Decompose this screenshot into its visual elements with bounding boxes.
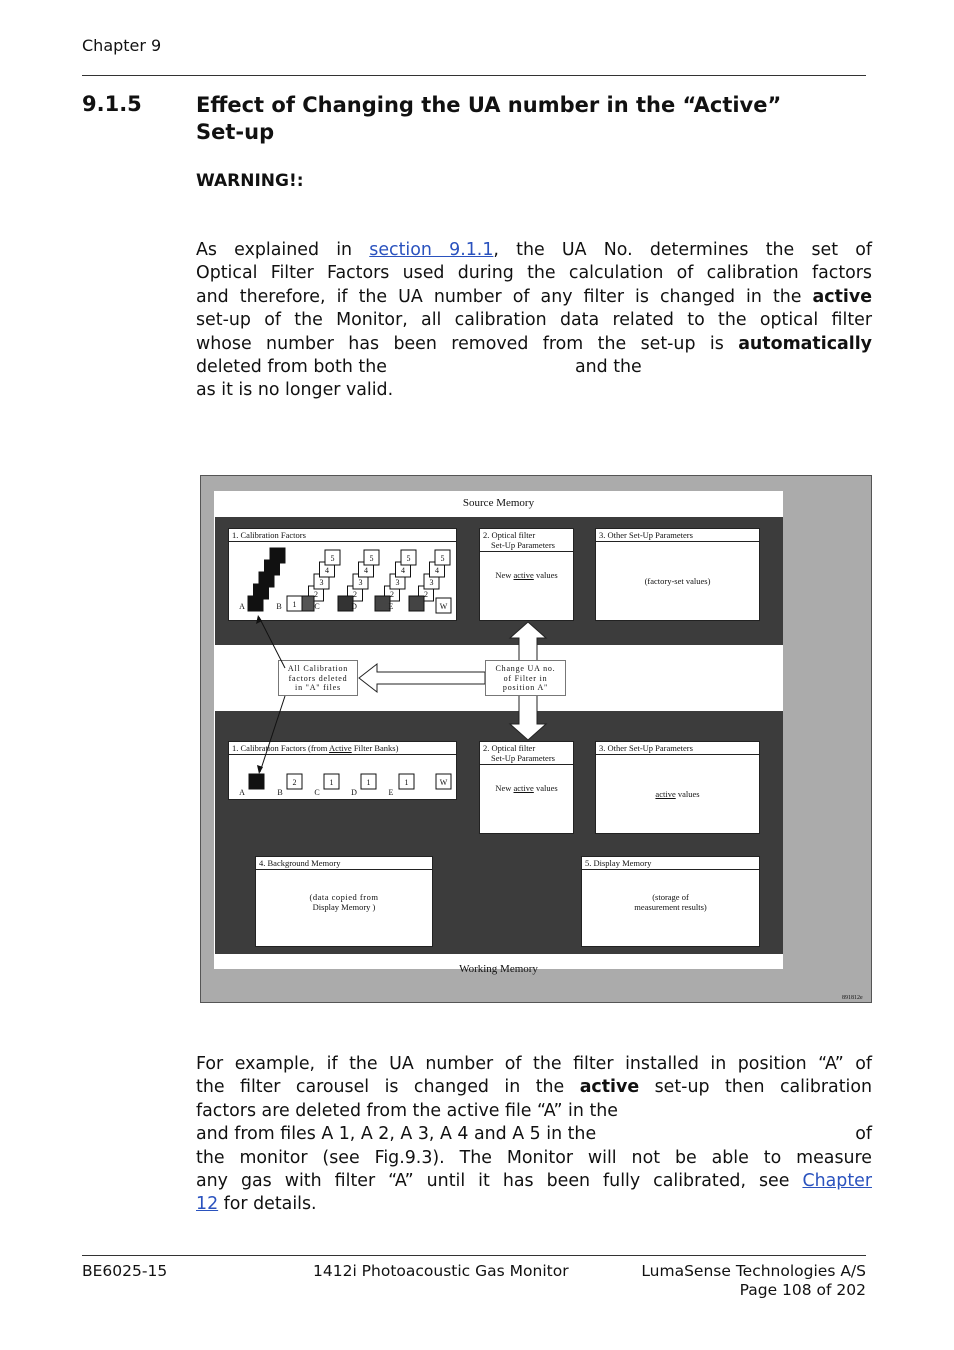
bank-letter: D [351, 602, 357, 611]
src-optical-title-2: Set-Up Parameters [491, 540, 555, 550]
bank-letter: B [276, 602, 282, 611]
wk-bank-letter: A [239, 788, 245, 797]
chapter-header: Chapter 9 [82, 36, 162, 55]
deleted-line: factors deleted [288, 673, 348, 683]
body-text: active [513, 570, 534, 580]
footer-page: Page 108 of 202 [739, 1281, 866, 1299]
p2-line-3: factors are deleted from the active file “A” in the [196, 1100, 618, 1121]
bank-b-number: 1 [292, 600, 297, 609]
bank-stack-number: 3 [395, 578, 400, 587]
section-title-line-1: Effect of Changing the UA number in the “Active” [196, 93, 782, 117]
p1-text: deleted from both the [196, 356, 387, 377]
body-text: New [495, 783, 514, 793]
body-text: New [495, 570, 514, 580]
p1-line-6 [196, 356, 872, 379]
body-text: values [533, 783, 558, 793]
p2-line-6 [196, 1170, 872, 1193]
bank-stack-number: 2 [353, 590, 357, 599]
p2-text: the filter carousel is changed in the [196, 1077, 580, 1098]
p1-line-5 [196, 333, 872, 356]
body-text: active [655, 789, 676, 799]
working-memory-label: Working Memory [459, 963, 538, 975]
paragraph-1 [196, 239, 872, 403]
p2-line-5: the monitor (see Fig.9.3). The Monitor will not be able to measure [196, 1147, 872, 1168]
bank-w-label: W [439, 602, 448, 611]
bank-stack-number: 3 [358, 578, 363, 587]
wk-bank-number: 1 [329, 778, 334, 787]
p1-line-2: Optical Filter Factors used during the calculation of calibration factors [196, 263, 872, 284]
p2-text: for details. [218, 1194, 317, 1215]
background-memory-body-1: (data copied from [309, 892, 379, 902]
body-text: values [675, 789, 700, 799]
src-other-title: 3. Other Set-Up Parameters [596, 529, 759, 542]
deleted-line: All Calibration [287, 664, 349, 673]
body-text: active [513, 783, 534, 793]
bank-stack-number: 4 [435, 566, 439, 575]
body-text: values [533, 570, 558, 580]
title-text: 1. Calibration Factors (from [232, 743, 330, 753]
p1-line-7: as it is no longer valid. [196, 380, 394, 401]
display-memory-body-1: (storage of [652, 892, 689, 902]
wk-bank-letter: E [388, 788, 394, 797]
p2-text: and from files A 1, A 2, A 3, A 4 and A 5 in the [196, 1124, 597, 1145]
filter-banks-graphic [201, 476, 873, 1004]
wk-other-title: 3. Other Set-Up Parameters [596, 742, 759, 755]
p2-text: set-up then calibration [654, 1077, 873, 1098]
p1-text: and therefore, if the UA number of any filter is changed in the [196, 286, 813, 307]
p1-text: As explained in [196, 240, 370, 260]
wk-bank-letter: B [277, 788, 283, 797]
p2-line-2 [196, 1076, 872, 1099]
source-memory-label: Source Memory [462, 497, 535, 509]
title-text: Filter Banks) [351, 743, 399, 753]
p1-text: and the [574, 356, 642, 377]
bank-stack-number: 5 [330, 554, 335, 563]
background-memory-title: 4. Background Memory [256, 857, 432, 870]
bank-stack-number: 3 [319, 578, 324, 587]
wk-bank-number: 2 [292, 778, 297, 787]
p2-bold: active [579, 1077, 640, 1098]
bank-stack-number: 5 [369, 554, 374, 563]
display-memory-body-2: measurement results) [634, 902, 707, 912]
bank-stack-number: 2 [314, 590, 318, 599]
background-memory-body-2: Display Memory ) [312, 902, 376, 912]
section-number: 9.1.5 [82, 92, 142, 116]
bank-letter: A [239, 602, 245, 611]
src-other-body: (factory-set values) [644, 576, 711, 586]
change-line: Change UA no. [495, 664, 556, 673]
bank-stack-number: 5 [440, 554, 445, 563]
chapter-12-link[interactable]: 12 [196, 1194, 219, 1215]
bank-stack-number: 4 [364, 566, 368, 575]
wk-bank-letter: D [351, 788, 357, 797]
wk-bank-w-label: W [439, 778, 448, 787]
bank-active-square [409, 596, 424, 611]
bank-a-stack-square [270, 548, 285, 563]
wk-bank-number: 1 [366, 778, 371, 787]
p2-line-1: For example, if the UA number of the filter installed in position “A” of [196, 1054, 872, 1074]
paragraph-2 [196, 1053, 872, 1217]
src-optical-title-1: 2. Optical filter [483, 530, 536, 540]
deleted-line: in "A" files [295, 683, 341, 692]
title-text: Active [329, 743, 352, 753]
p2-text: any gas with filter “A” until it has been fully calibrated, see [196, 1170, 803, 1191]
arrow-head-source-a [256, 615, 262, 624]
wk-optical-title-1: 2. Optical filter [483, 743, 536, 753]
p1-line-3 [196, 286, 872, 309]
wk-bank-letter: C [314, 788, 320, 797]
header-rule [82, 75, 866, 76]
bank-stack-number: 2 [390, 590, 394, 599]
p1-text: , the UA No. determines the set of [493, 240, 873, 260]
warning-label: WARNING!: [196, 171, 304, 191]
arrow-line-to-working-a [260, 696, 285, 772]
bank-letter: C [314, 602, 320, 611]
wk-optical-title-2: Set-Up Parameters [491, 753, 555, 763]
src-calibration-title: 1. Calibration Factors [229, 529, 456, 542]
p2-text: of [855, 1124, 872, 1145]
section-title [196, 92, 836, 146]
wk-bank-number: 1 [404, 778, 409, 787]
p1-text: whose number has been removed from the set-up is [196, 333, 739, 354]
bank-stack-number: 2 [424, 590, 428, 599]
p1-bold: active [812, 286, 872, 307]
chapter-link[interactable]: Chapter [802, 1170, 872, 1191]
p1-bold: automatically [738, 333, 872, 354]
bank-stack-number: 3 [429, 578, 434, 587]
section-9-1-1-link[interactable]: section 9.1.1 [369, 240, 494, 260]
figure-id: 891812e [842, 995, 863, 1001]
arrow-line-to-source-a [259, 617, 285, 668]
footer-company: LumaSense Technologies A/S [641, 1262, 866, 1280]
footer-rule [82, 1255, 866, 1256]
footer-doc-id: BE6025-15 [82, 1262, 168, 1280]
bank-stack-number: 4 [325, 566, 329, 575]
change-line: of Filter in [503, 673, 548, 683]
footer-product: 1412i Photoacoustic Gas Monitor [313, 1262, 569, 1280]
p2-line-4 [196, 1123, 872, 1146]
bank-stack-number: 4 [401, 566, 405, 575]
change-line: position A" [502, 683, 549, 692]
bank-letter: E [388, 602, 394, 611]
section-title-line-2: Set-up [196, 120, 275, 144]
bank-stack-number: 5 [406, 554, 411, 563]
p2-line-7 [196, 1193, 872, 1216]
p1-line-1 [196, 239, 872, 262]
p1-line-4: set-up of the Monitor, all calibration data related to the optical filter [196, 310, 872, 331]
display-memory-title: 5. Display Memory [582, 857, 759, 870]
memory-diagram [200, 475, 872, 1003]
wk-bank-a-square [249, 774, 264, 789]
